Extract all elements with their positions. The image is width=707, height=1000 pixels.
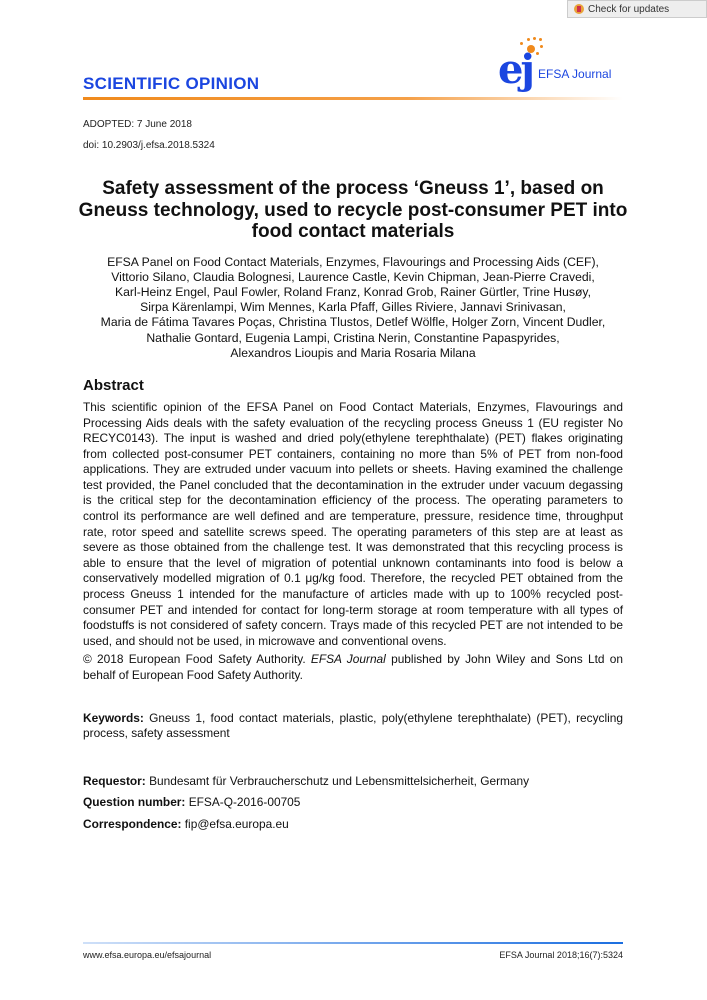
- author-line: EFSA Panel on Food Contact Materials, Enzymes, Flavourings and Processing Aids (CEF),: [107, 254, 599, 269]
- author-line: Vittorio Silano, Claudia Bolognesi, Laurence Castle, Kevin Chipman, Jean-Pierre Cravedi,: [111, 269, 595, 284]
- authors: [60, 255, 646, 361]
- title-line: Gneuss technology, used to recycle post-consumer PET into: [78, 199, 628, 221]
- efsa-journal-logo: ej EFSA Journal: [498, 34, 628, 94]
- footer-url[interactable]: www.efsa.europa.eu/efsajournal: [83, 950, 212, 960]
- author-line: Nathalie Gontard, Eugenia Lampi, Cristina Nerin, Constantine Papaspyrides,: [146, 330, 560, 345]
- title-line: Safety assessment of the process ‘Gneuss 1’, based on: [102, 178, 604, 199]
- question-number: Question number: EFSA-Q-2016-00705: [83, 795, 301, 810]
- author-line: Sirpa Kärenlampi, Wim Mennes, Karla Pfaff, Gilles Riviere, Jannavi Srinivasan,: [140, 300, 566, 315]
- author-line: Alexandros Lioupis and Maria Rosaria Milana: [230, 345, 476, 360]
- page-header: [83, 0, 623, 118]
- keywords: Keywords: Gneuss 1, food contact materials, plastic, poly(ethylene terephthalate) (PET), recycling process, safety assessment: [83, 710, 623, 741]
- author-line: Karl-Heinz Engel, Paul Fowler, Roland Franz, Konrad Grob, Rainer Gürtler, Trine Husøy,: [115, 284, 591, 299]
- doi[interactable]: doi: 10.2903/j.efsa.2018.5324: [83, 140, 215, 151]
- footer-divider: [83, 942, 623, 944]
- abstract-heading: Abstract: [83, 376, 144, 394]
- check-for-updates-label: Check for updates: [588, 3, 670, 15]
- page-footer: [83, 912, 623, 960]
- correspondence: Correspondence: fip@efsa.europa.eu: [83, 816, 289, 831]
- adopted-date: ADOPTED: 7 June 2018: [83, 119, 192, 130]
- journal-name: EFSA Journal: [538, 67, 612, 81]
- article-title: [70, 178, 636, 243]
- author-line: Maria de Fátima Tavares Poças, Christina Tlustos, Detlef Wölfle, Holger Zorn, Vincent Dudler,: [100, 315, 606, 330]
- title-line: food contact materials: [251, 221, 455, 242]
- copyright: © 2018 European Food Safety Authority. EFSA Journal published by John Wiley and Sons Ltd on behalf of European Food Safety Authority.: [83, 652, 623, 683]
- section-label: SCIENTIFIC OPINION: [83, 74, 260, 93]
- abstract-body: This scientific opinion of the EFSA Panel on Food Contact Materials, Enzymes, Flavourings and Processing Aids deals with the safety evaluation of the recycling process Gneuss 1 (EU register No RECYC0143). The input is washed and dried poly(ethylene terephthalate) (PET) flakes originating from collected post-consumer PET containers, containing no more than 5% of PET from non-food applications. They are extruded under vacuum into pellets or sheets. Having examined the challenge test provided, the Panel concluded that the decontamination in the extruder under vacuum degassing is the critical step for the decontamination efficiency of the process. The operating parameters to control its performance are well defined and are temperature, pressure, residence time, throughput rate, rotor speed and satellite screws speed. The operating parameters of this step are at least as severe as those obtained from the challenge test. It was demonstrated that this recycling process is able to ensure that the level of migration of potential unknown contaminants into food is below a conservatively modelled migration of 0.1 μg/kg food. Therefore, the recycled PET obtained from the process Gneuss 1 intended for the manufacture of articles made with up to 100% recycled post-consumer PET and intended for contact for long-term storage at room temperature with all types of foodstuffs is not considered of safety concern. Trays made of this recycled PET are not intended to be used, and should not be used, in microwave and conventional ovens.: [83, 399, 623, 648]
- footer-citation: EFSA Journal 2018;16(7):5324: [499, 950, 623, 960]
- requestor: Requestor: Bundesamt für Verbraucherschutz und Lebensmittelsicherheit, Germany: [83, 773, 530, 788]
- header-divider: [83, 97, 623, 100]
- correspondence-email[interactable]: fip@efsa.europa.eu: [181, 816, 289, 831]
